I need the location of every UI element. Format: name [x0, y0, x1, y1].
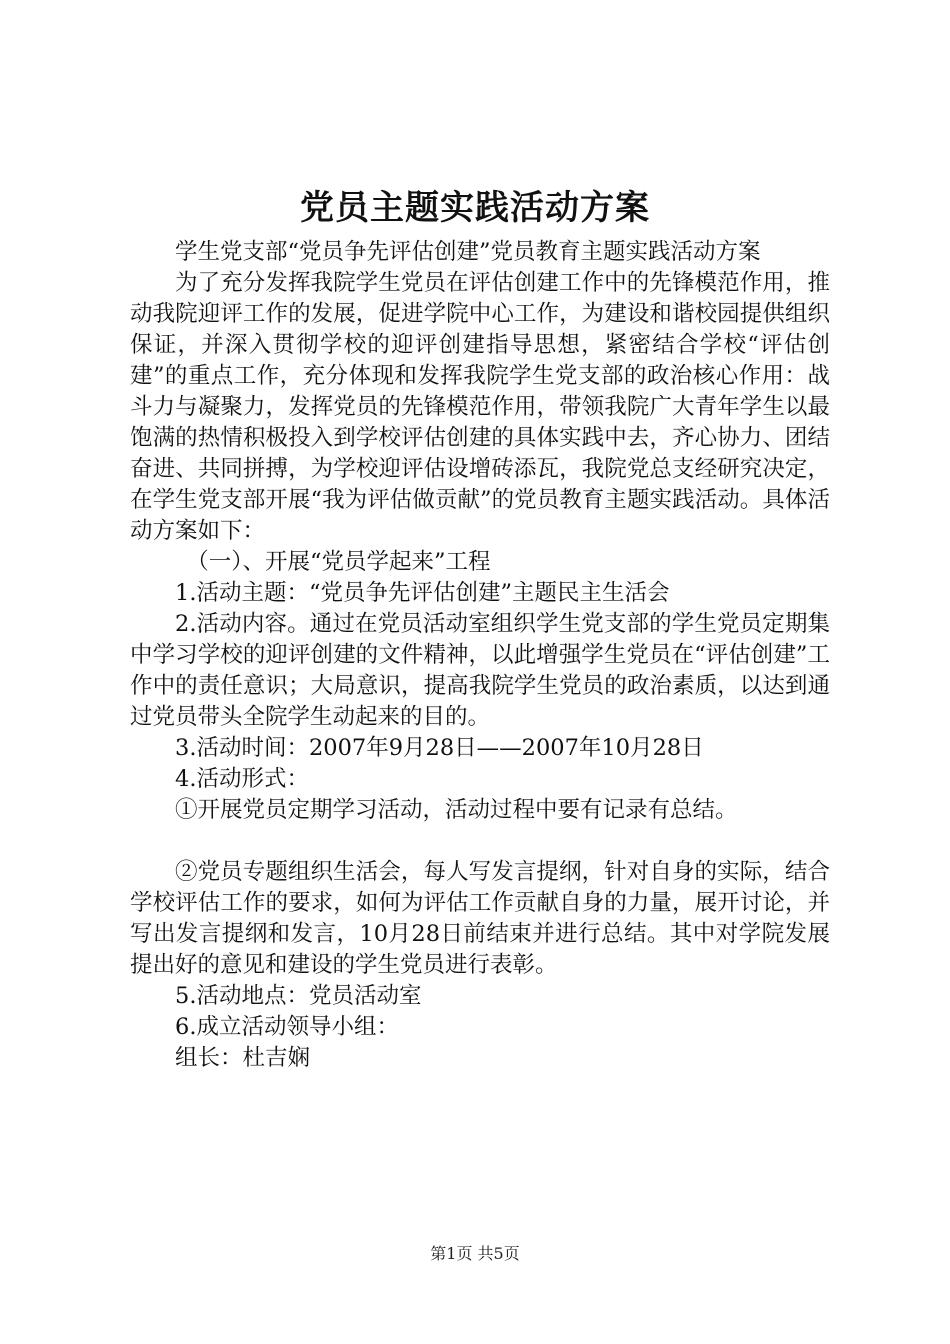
- paragraph-item-4: 4.活动形式：: [175, 766, 309, 792]
- paragraph-intro: 为了充分发挥我院学生党员在评估创建工作中的先锋模范作用，推动我院迎评工作的发展，促进学院中心工作，为建设和谐校园提供组织保证，并深入贯彻学校的迎评创建指导思想，紧密结合学校“评估创建”的重点工作，充分体现和发挥我院学生党支部的政治核心作用：战斗力与凝聚力，发挥党员的先锋模范作用，带领我院广大青年学生以最饱满的热情积极投入到学校评估创建的具体实践中去，齐心协力、团结奋进、共同拼搏，为学校迎评估设增砖添瓦，我院党总支经研究决定，在学生党支部开展“我为评估做贡献”的党员教育主题实践活动。具体活动方案如下：: [130, 270, 830, 544]
- paragraph-subtitle: 学生党支部“党员争先评估创建”党员教育主题实践活动方案: [175, 239, 761, 265]
- paragraph-form-2: ②党员专题组织生活会，每人写发言提纲，针对自身的实际，结合学校评估工作的要求，如何为评估工作贡献自身的力量，展开讨论，并写出发言提纲和发言，10月28日前结束并进行总结。其中对学院发展提出好的意见和建设的学生党员进行表彰。: [130, 859, 830, 978]
- document-title: 党员主题实践活动方案: [300, 188, 650, 228]
- page-number: 第1页 共5页: [430, 1244, 520, 1263]
- document-body: [130, 237, 830, 1074]
- paragraph-form-1: ①开展党员定期学习活动，活动过程中要有记录有总结。: [175, 797, 738, 823]
- paragraph-item-2: 2.活动内容。通过在党员活动室组织学生党支部的学生党员定期集中学习学校的迎评创建的文件精神，以此增强学生党员在“评估创建”工作中的责任意识；大局意识，提高我院学生党员的政治素质，以达到通过党员带头全院学生动起来的目的。: [130, 611, 830, 730]
- paragraph-item-6: 6.成立活动领导小组：: [175, 1014, 399, 1040]
- paragraph-item-1: 1.活动主题：“党员争先评估创建”主题民主生活会: [175, 580, 670, 606]
- paragraph-leader: 组长：杜吉娴: [175, 1045, 311, 1071]
- paragraph-item-5: 5.活动地点：党员活动室: [175, 983, 422, 1009]
- paragraph-item-3: 3.活动时间：2007年9月28日——2007年10月28日: [175, 735, 704, 761]
- section-heading: （一）、开展“党员学起来”工程: [186, 549, 491, 575]
